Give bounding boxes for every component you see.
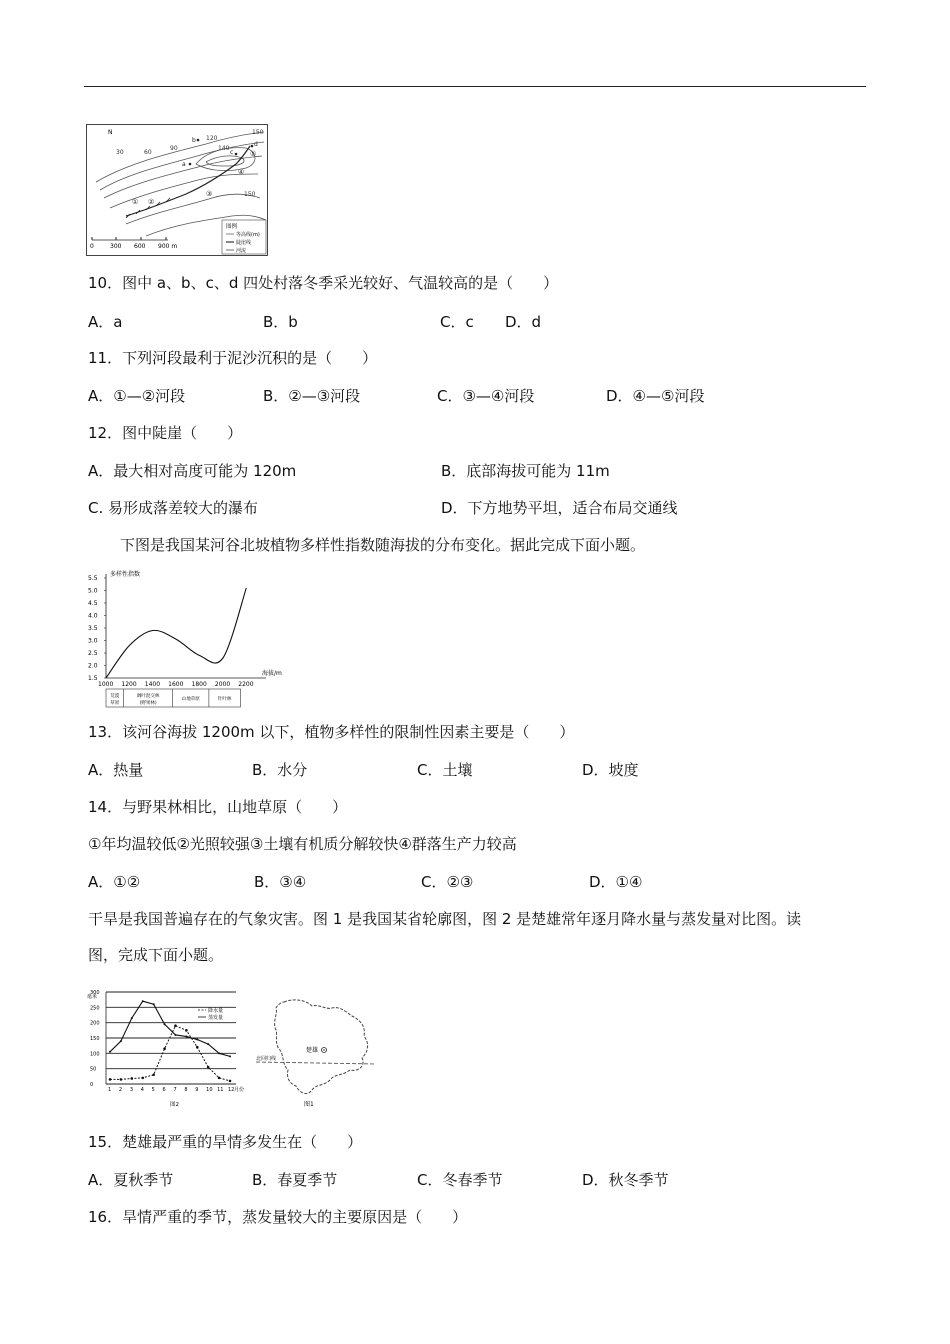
precip-evap-chart [86, 988, 245, 1110]
y-tick-label: 150 [90, 1036, 100, 1042]
q15-option-a: A．夏秋季节 [88, 1171, 174, 1189]
data-point [153, 1003, 155, 1005]
legend-item: 等高线(m) [236, 232, 260, 238]
y-tick-label: 1.5 [88, 675, 98, 682]
x-tick-label: 1000 [98, 681, 114, 688]
question-15-stem: 15．楚雄最严重的旱情多发生在（ ） [88, 1133, 363, 1151]
x-tick-label: 11 [217, 1087, 224, 1093]
x-tick-label: 2 [118, 1087, 123, 1093]
diversity-series-line [106, 588, 246, 678]
y-tick-label: 0 [90, 1082, 94, 1088]
x-tick-label: 9 [195, 1087, 199, 1093]
x-tick-label: 3 [129, 1087, 134, 1093]
data-point [229, 1080, 232, 1083]
y-tick-label: 300 [90, 990, 100, 996]
q11-option-c: C．③—④河段 [437, 387, 535, 405]
q12-option-b: B．底部海拔可能为 11m [441, 462, 610, 480]
data-point [152, 1074, 155, 1077]
y-tick-label: 250 [90, 1005, 100, 1012]
q11-option-b: B．②—③河段 [263, 387, 361, 405]
data-point [120, 1040, 122, 1042]
question-11-stem: 11．下列河段最利于泥沙沉积的是（ ） [88, 349, 378, 367]
q13-option-c: C．土壤 [417, 761, 473, 779]
legend-item: 陡崖线 [236, 240, 252, 246]
q13-option-a: A．热量 [88, 761, 144, 779]
x-tick-label: 5 [151, 1087, 155, 1093]
x-tick-label: 2000 [214, 681, 231, 688]
question-14-statements: ①年均温较低②光照较强③土壤有机质分解较快④群落生产力较高 [88, 835, 517, 853]
data-point [218, 1077, 221, 1080]
contour-label: 30 [116, 149, 124, 156]
intro-15-16-line1: 干旱是我国普遍存在的气象灾害。图 1 是我国某省轮廓图，图 2 是楚雄常年逐月降水量与蒸发量对比图。读 [88, 910, 802, 928]
intro-13-14: 下图是我国某河谷北坡植物多样性指数随海拔的分布变化。据此完成下面小题。 [120, 536, 646, 554]
y-tick-label: 100 [90, 1051, 100, 1058]
zone-label: 针叶林 [217, 697, 232, 702]
y-tick-label: 3.5 [88, 625, 98, 632]
legend-label: 降水量 [208, 1008, 224, 1014]
zone-label: 荒漠 [110, 694, 120, 699]
data-point [163, 1047, 166, 1050]
data-point [164, 1023, 166, 1025]
section-marker: ⑤ [250, 150, 257, 158]
q14-option-b: B．③④ [254, 873, 307, 891]
village-label: a [182, 161, 186, 168]
x-tick-label: 12 [228, 1087, 235, 1093]
data-point [142, 1000, 144, 1002]
tropic-label: 北回归线 [256, 1056, 277, 1062]
topographic-map [86, 124, 268, 256]
legend-label: 蒸发量 [208, 1015, 224, 1021]
question-10-stem: 10．图中 a、b、c、d 四处村落冬季采光较好、气温较高的是（ ） [88, 274, 559, 292]
north-label: N [108, 129, 113, 136]
q15-option-d: D．秋冬季节 [582, 1171, 669, 1189]
x-tick-label: 10 [206, 1087, 213, 1093]
contour-label: 140 [218, 145, 230, 152]
x-tick-label: 6 [162, 1087, 166, 1093]
x-tick-label: 1 [108, 1087, 112, 1093]
data-point [207, 1043, 209, 1045]
y-tick-label: 4.0 [88, 612, 98, 620]
y-axis-label: 多样性指数 [110, 571, 141, 578]
data-point [196, 1039, 198, 1041]
scale-label: 600 [134, 243, 146, 250]
x-tick-label: 1400 [144, 681, 161, 688]
q10-option-b: B．b [263, 313, 298, 331]
x-tick-label: 1800 [191, 681, 207, 688]
village-label: c [230, 149, 234, 156]
intro-15-16-line2: 图，完成下面小题。 [88, 946, 224, 964]
data-point [218, 1052, 220, 1054]
data-point [120, 1078, 123, 1081]
data-point [131, 1077, 134, 1080]
contour-label: 60 [144, 149, 152, 156]
province-map [254, 994, 380, 1108]
data-point [109, 1051, 111, 1053]
x-tick-label: 1600 [168, 681, 184, 688]
data-point [207, 1066, 210, 1069]
y-tick-label: 50 [90, 1066, 97, 1073]
data-point [109, 1078, 112, 1081]
data-point [185, 1035, 187, 1037]
q14-option-d: D．①④ [589, 873, 643, 891]
village-label: d [254, 141, 258, 148]
section-marker: ② [148, 198, 155, 206]
x-axis-label: 月份 [234, 1087, 245, 1093]
q14-option-c: C．②③ [421, 873, 474, 891]
q12-option-c: C. 易形成落差较大的瀑布 [88, 499, 259, 517]
x-tick-label: 2200 [238, 681, 254, 688]
x-tick-label: 8 [184, 1087, 188, 1093]
x-tick-label: 7 [173, 1087, 177, 1093]
q15-option-b: B．春夏季节 [252, 1171, 338, 1189]
y-tick-label: 5.0 [88, 587, 98, 595]
data-point [174, 1034, 176, 1036]
x-tick-label: 1200 [121, 681, 137, 688]
y-tick-label: 2.0 [88, 662, 98, 670]
zone-label: 阔叶混交林 [136, 694, 160, 699]
contour-label: 150 [252, 129, 264, 136]
q14-option-a: A．①② [88, 873, 141, 891]
data-point [174, 1024, 177, 1027]
section-marker: ④ [238, 168, 245, 176]
q13-option-b: B．水分 [252, 761, 308, 779]
question-16-stem: 16．旱情严重的季节，蒸发量较大的主要原因是（ ） [88, 1208, 468, 1226]
q12-option-d: D．下方地势平坦，适合布局交通线 [441, 499, 678, 517]
y-tick-label: 4.5 [88, 600, 98, 607]
data-point [185, 1029, 188, 1032]
q10-option-c: C．c [440, 313, 474, 331]
scale-label: 300 [110, 243, 122, 250]
legend-title: 图例 [226, 224, 238, 230]
zone-label: 草原 [110, 701, 120, 706]
q10-option-a: A．a [88, 313, 123, 331]
scale-label: 900 m [158, 243, 178, 250]
q12-option-a: A．最大相对高度可能为 120m [88, 462, 297, 480]
section-marker: ③ [206, 190, 213, 198]
zone-label: (野果林) [139, 701, 157, 706]
q15-option-c: C．冬春季节 [417, 1171, 503, 1189]
contour-label: 150 [244, 191, 256, 198]
question-14-stem: 14．与野果林相比，山地草原（ ） [88, 798, 348, 816]
diversity-chart [86, 566, 298, 710]
q11-option-d: D．④—⑤河段 [606, 387, 705, 405]
y-axis-label: 毫米 [87, 994, 98, 1000]
section-marker: ① [132, 198, 139, 206]
x-axis-label: 海拔/m [262, 670, 282, 677]
q10-option-d: D．d [505, 313, 542, 331]
zone-label: 山地草原 [181, 697, 200, 702]
x-tick-label: 4 [140, 1087, 144, 1093]
data-point [131, 1017, 133, 1019]
data-point [229, 1055, 231, 1057]
city-label: 楚雄 [306, 1047, 319, 1054]
y-tick-label: 2.5 [88, 650, 98, 657]
figure-caption: 图2 [170, 1102, 179, 1108]
question-13-stem: 13．该河谷海拔 1200m 以下，植物多样性的限制性因素主要是（ ） [88, 723, 575, 741]
scale-label: 0 [90, 243, 94, 250]
y-tick-label: 3.0 [88, 637, 98, 645]
figure-caption: 图1 [304, 1101, 314, 1108]
question-12-stem: 12．图中陡崖（ ） [88, 424, 243, 442]
contour-label: 90 [170, 145, 178, 152]
q13-option-d: D．坡度 [582, 761, 639, 779]
map-legend [222, 220, 266, 254]
header-rule [84, 86, 866, 87]
legend-item: 河流 [236, 248, 247, 254]
y-tick-label: 200 [90, 1020, 100, 1027]
village-label: b [192, 137, 196, 144]
data-point [141, 1077, 144, 1080]
data-point [196, 1046, 199, 1049]
contour-label: 120 [206, 135, 218, 142]
q11-option-a: A．①—②河段 [88, 387, 186, 405]
y-tick-label: 5.5 [88, 575, 98, 582]
